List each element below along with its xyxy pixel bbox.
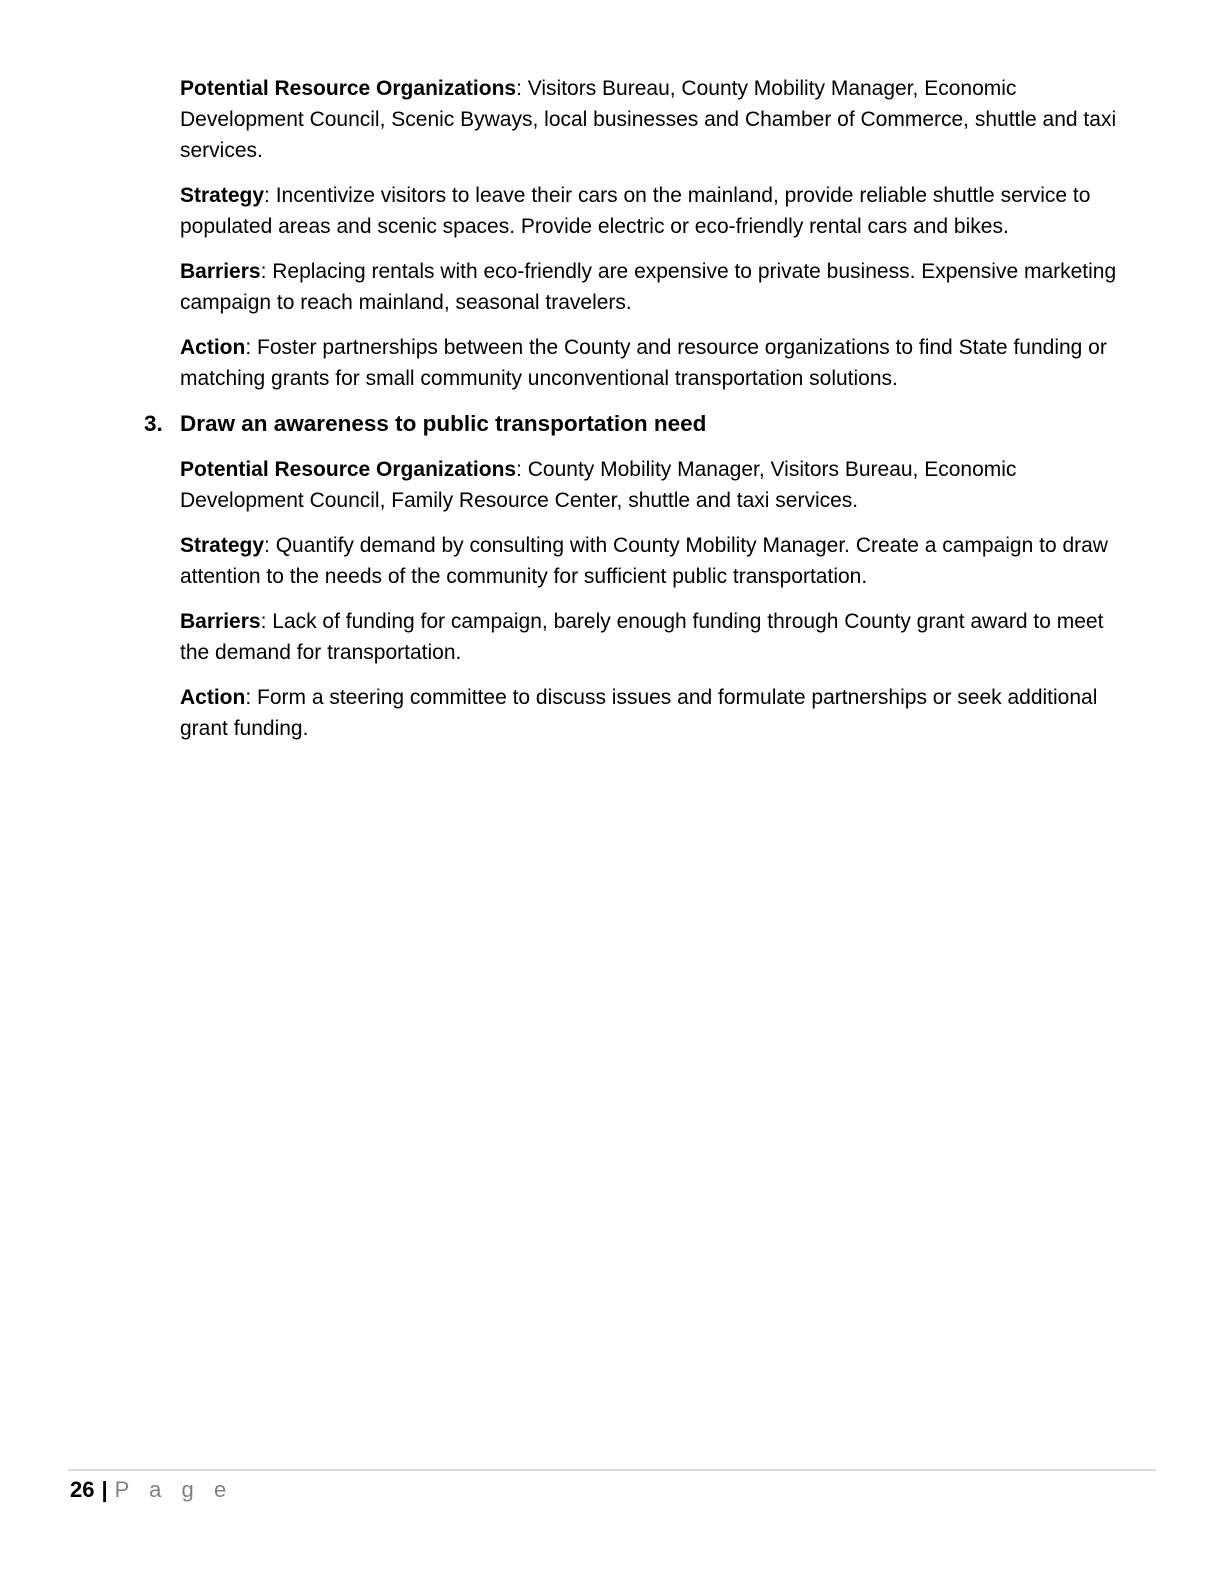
document-body (144, 73, 1128, 758)
paragraph-barriers-2 (180, 606, 1128, 668)
paragraph-label: Strategy (180, 534, 265, 557)
label-separator: : (245, 336, 257, 359)
paragraph-action-1 (180, 332, 1128, 394)
paragraph-potential-resource-organizations-2 (180, 454, 1128, 516)
label-separator: : (260, 260, 273, 283)
label-separator: : (516, 458, 528, 481)
paragraph-barriers-1 (180, 256, 1128, 318)
paragraph-label: Action (180, 686, 246, 709)
label-separator: : (264, 534, 276, 557)
paragraph-label: Barriers (180, 260, 261, 283)
heading-number: 3. (144, 411, 163, 436)
paragraph-strategy-1 (180, 180, 1128, 242)
paragraph-text: County Mobility Manager, Visitors Bureau, Economic Development Council, Family Resource Center, shuttle and taxi services. (180, 458, 1017, 512)
numbered-heading (144, 408, 1128, 439)
label-separator: : (245, 686, 257, 709)
label-separator: : (264, 184, 276, 207)
paragraph-text: Visitors Bureau, County Mobility Manager, Economic Development Council, Scenic Byways, local businesses and Chamber of Commerce, shuttle and taxi services. (180, 77, 1117, 162)
page-number: 26 (70, 1477, 95, 1502)
heading-text: Draw an awareness to public transportation need (180, 411, 707, 436)
paragraph-text: Incentivize visitors to leave their cars on the mainland, provide reliable shuttle service to populated areas and scenic spaces. Provide electric or eco-friendly rental cars and bikes. (180, 184, 1091, 238)
paragraph-label: Strategy (180, 184, 265, 207)
paragraph-action-2 (180, 682, 1128, 744)
paragraph-label: Action (180, 336, 246, 359)
paragraph-label: Potential Resource Organizations (180, 77, 517, 100)
page-footer (70, 1477, 233, 1503)
paragraph-label: Potential Resource Organizations (180, 458, 517, 481)
footer-divider (68, 1469, 1156, 1471)
paragraph-label: Barriers (180, 610, 261, 633)
label-separator: : (260, 610, 273, 633)
paragraph-potential-resource-organizations-1 (180, 73, 1128, 166)
paragraph-strategy-2 (180, 530, 1128, 592)
paragraph-text: Quantify demand by consulting with County Mobility Manager. Create a campaign to draw attention to the needs of the community for sufficient public transportation. (180, 534, 1108, 588)
paragraph-text: Replacing rentals with eco-friendly are expensive to private business. Expensive marketing campaign to reach mainland, seasonal travelers. (180, 260, 1117, 314)
paragraph-text: Form a steering committee to discuss issues and formulate partnerships or seek additional grant funding. (180, 686, 1098, 740)
label-separator: : (516, 77, 528, 100)
footer-separator: | (101, 1477, 108, 1502)
footer-page-label: P a g e (114, 1477, 234, 1502)
paragraph-text: Lack of funding for campaign, barely enough funding through County grant award to meet the demand for transportation. (180, 610, 1104, 664)
paragraph-text: Foster partnerships between the County and resource organizations to find State funding or matching grants for small community unconventional transportation solutions. (180, 336, 1107, 390)
